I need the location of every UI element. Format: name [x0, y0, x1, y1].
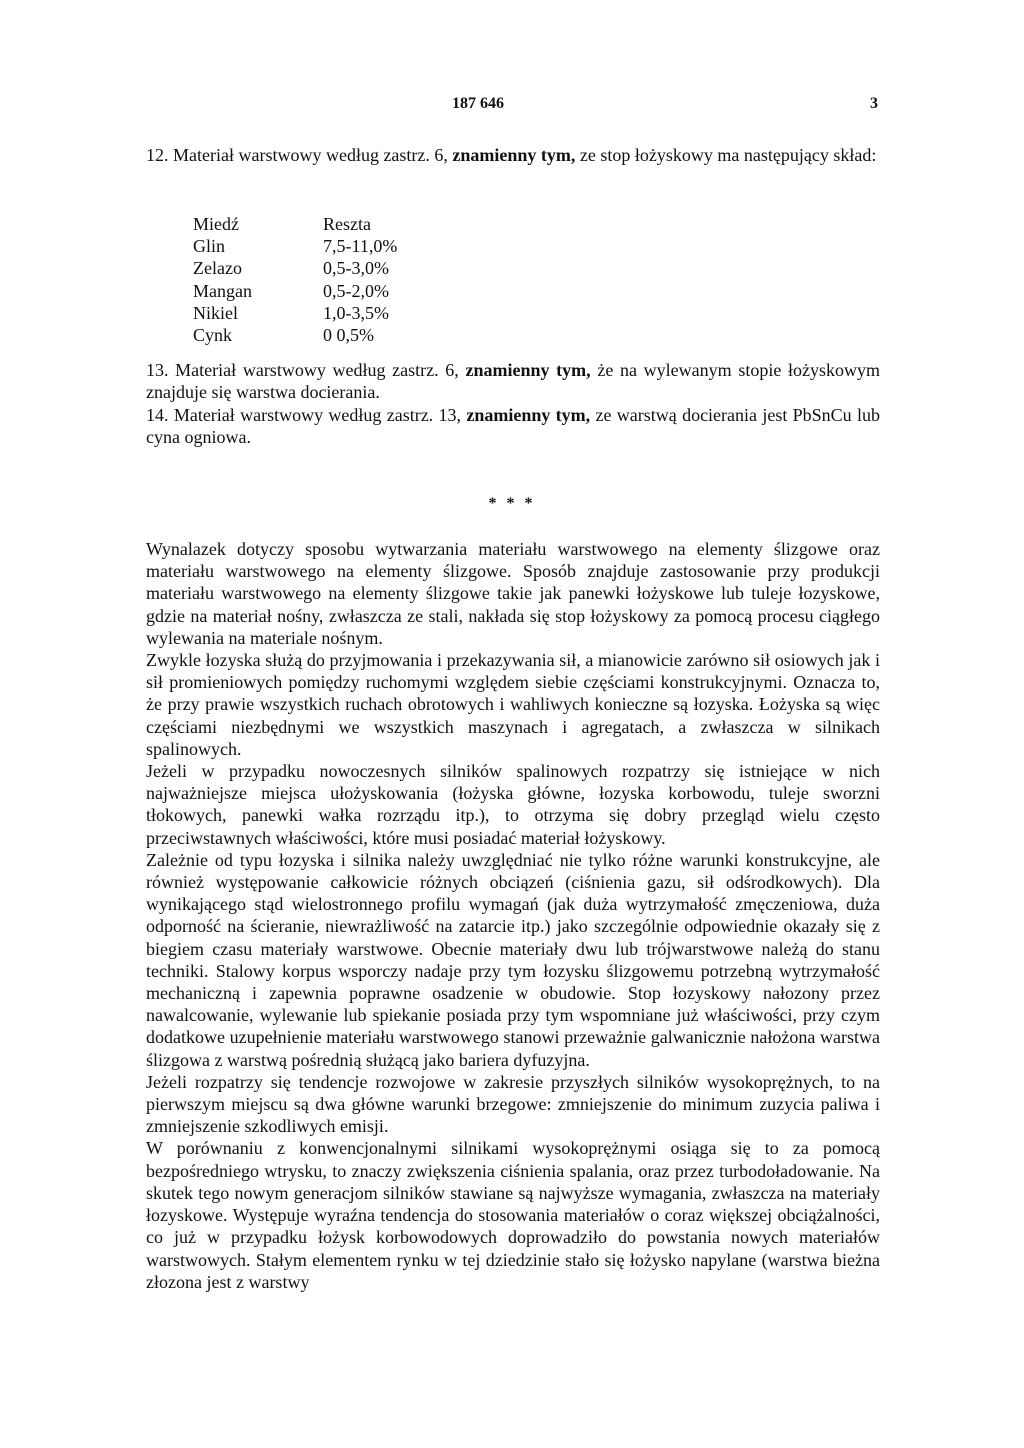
description-body	[146, 538, 880, 1293]
element-name: Zelazo	[193, 258, 242, 279]
claim-13-prefix: 13. Materiał warstwowy według zastrz. 6,	[146, 360, 466, 380]
element-name: Mangan	[193, 280, 252, 301]
table-row	[193, 280, 397, 302]
element-value: 7,5-11,0%	[323, 236, 398, 257]
paragraph: Jeżeli rozpatrzy się tendencje rozwojowe w zakresie przyszłych silników wysokoprężnych, to na pierwszym miejscu są dwa główne warunki brzegowe: zmniejszenie do minimum zuzycia paliwa i zmniejszenie szkodliwych emisji.	[146, 1071, 880, 1137]
document-number: 187 646	[452, 95, 504, 112]
section-separator: * * *	[488, 495, 536, 512]
element-name: Miedź	[193, 214, 239, 234]
table-row	[193, 235, 397, 257]
element-name: Nikiel	[193, 302, 238, 323]
element-value: 0,5-2,0%	[323, 280, 389, 301]
claim-12-bold: znamienny tym,	[452, 145, 576, 165]
claim-12-prefix: 12. Materiał warstwowy według zastrz. 6,	[146, 145, 453, 165]
element-value: 0,5-3,0%	[323, 258, 389, 279]
claim-13	[146, 359, 880, 403]
paragraph: Zależnie od typu łozyska i silnika należy uwzględniać nie tylko różne warunki konstrukcyjne, ale również występowanie całkowicie różnych obciązeń (ciśnienia gazu, sił odśrodkowych). Dla wynikającego stąd wielostronnego profilu wymagań (jak duża wytrzymałość zmęczeniowa, duża odporność na ścieranie, niewrażliwość na zatarcie itp.) jako szczególnie odpowiednie okazały się z biegiem czasu materiały warstwowe. Obecnie materiały dwu lub trójwarstwowe należą do stanu techniki. Stalowy korpus wsporczy nadaje przy tym łozysku ślizgowemu potrzebną wytrzymałość mechaniczną i zapewnia poprawne osadzenie w obudowie. Stop łozyskowy nałozony przez nawalcowanie, wylewanie lub spiekanie posiada przy tym wspomniane już właściwości, przy czym dodatkowe uzupełnienie materiału warstwowego stanowi przeważnie galwanicznie nałożona warstwa ślizgowa z warstwą pośrednią służącą jako bariera dyfuzyjna.	[146, 849, 880, 1070]
paragraph: Wynalazek dotyczy sposobu wytwarzania materiału warstwowego na elementy ślizgowe oraz materiału warstwowego na elementy ślizgowe. Sposób znajduje zastosowanie przy produkcji materiału warstwowego na elementy ślizgowe takie jak panewki łożyskowe lub tuleje łozyskowe, gdzie na materiał nośny, zwłaszcza ze stali, nakłada się stop łożyskowy za pomocą procesu ciągłego wylewania na materiale nośnym.	[146, 539, 880, 648]
claim-14-prefix: 14. Materiał warstwowy według zastrz. 13,	[146, 405, 467, 425]
claim-14-bold: znamienny tym,	[466, 405, 591, 425]
paragraph: Jeżeli w przypadku nowoczesnych silników spalinowych rozpatrzy się istniejące w nich najważniejsze miejsca ułożyskowania (łożyska główne, łozyska korbowodu, tuleje sworzni tłokowych, panewki wałka rozrządu itp.), to otrzyma się dobry przegląd wielu często przeciwstawnych właściwości, które musi posiadać materiał łożyskowy.	[146, 761, 880, 848]
composition-table	[193, 213, 397, 346]
table-row	[193, 213, 397, 235]
table-row	[193, 324, 397, 346]
paragraph: Zwykle łozyska służą do przyjmowania i przekazywania sił, a mianowicie zarówno sił osiowych jak i sił promieniowych pomiędzy ruchomymi względem siebie częściami konstrukcyjnymi. Oznacza to, że przy prawie wszystkich ruchach obrotowych i wahliwych konieczne są łozyska. Łożyska są więc częściami niezbędnymi we wszystkich maszynach i agregatach, a zwłaszcza w silnikach spalinowych.	[146, 650, 880, 759]
claim-14	[146, 404, 880, 448]
claim-12	[146, 144, 880, 166]
page-number: 3	[870, 95, 878, 112]
paragraph: W porównaniu z konwencjonalnymi silnikami wysokoprężnymi osiąga się to za pomocą bezpośredniego wtrysku, to znaczy zwiększenia ciśnienia spalania, oraz przez turbodoładowanie. Na skutek tego nowym generacjom silników stawiane są najwyższe wymagania, zwłaszcza na materiały łozyskowe. Występuje wyraźna tendencja do stosowania materiałów o coraz większej obciążalności, co już w przypadku łożysk korbowodowych doprowadziło do powstania nowych materiałów warstwowych. Stałym elementem rynku w tej dziedzinie stało się łożysko napylane (warstwa bieżna złozona jest z warstwy	[146, 1138, 880, 1292]
claim-13-bold: znamienny tym,	[465, 360, 591, 380]
table-row	[193, 302, 397, 324]
element-name: Cynk	[193, 325, 233, 346]
element-name: Glin	[193, 236, 226, 257]
element-value: Reszta	[323, 214, 371, 234]
claim-12-suffix: ze stop łożyskowy ma następujący skład:	[575, 145, 877, 165]
element-value: 1,0-3,5%	[323, 302, 389, 323]
claim-14-suffix: ze warstwą docierania jest PbSnCu lub cyna ogniowa.	[146, 405, 880, 448]
claim-13-suffix: że na wylewanym stopie łożyskowym znajduje się warstwa docierania.	[146, 360, 881, 403]
table-row	[193, 257, 397, 279]
page-header	[0, 93, 1024, 117]
element-value: 0 0,5%	[323, 325, 374, 346]
